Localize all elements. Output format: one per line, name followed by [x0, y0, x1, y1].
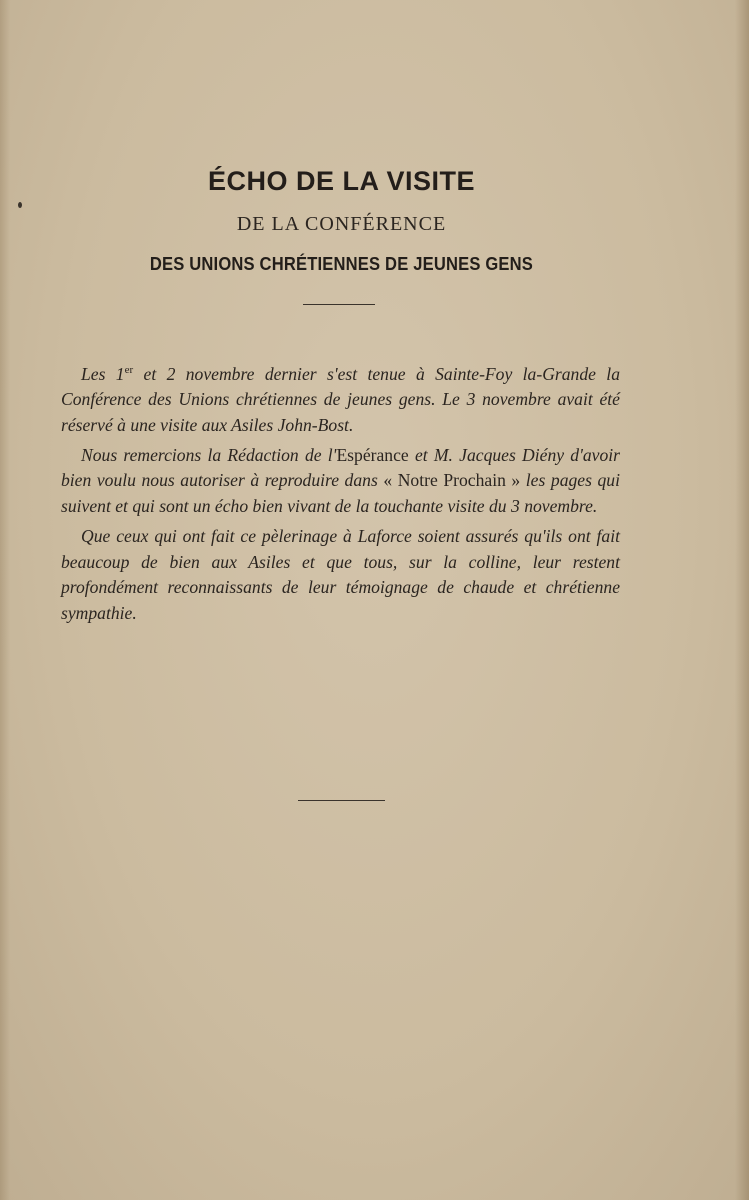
paragraph-3: Que ceux qui ont fait ce pèlerinage à Laforce soient assurés qu'ils ont fait beaucoup de bien aux Asiles et que tous, sur la colline, leur restent profondément reconnaissants de leur témoignage de chaude et chrétienne sympathie.: [61, 526, 620, 623]
paragraph-1-text-b: et 2 novembre dernier s'est tenue à Sainte-Foy la-Grande la Conférence des Unions chrétiennes de jeunes gens. Le 3 novembre avait été réservé à une visite aux Asiles John-Bost.: [61, 363, 620, 435]
divider-bottom: [298, 800, 385, 801]
page-subtitle: DE LA CONFÉRENCE: [236, 213, 447, 235]
page-subtitle-organization: DES UNIONS CHRÉTIENNES DE JEUNES GENS: [149, 254, 534, 274]
publication-name: Espérance: [336, 445, 409, 466]
paragraph-2-text-a: Nous remercions la Rédaction de l': [81, 445, 337, 466]
publication-name-notre-prochain: « Notre Prochain »: [383, 470, 521, 491]
page-title: ÉCHO DE LA VISITE: [207, 166, 476, 196]
paragraph-1: [61, 358, 620, 438]
article-body: [61, 358, 620, 631]
page-edge-shadow-right: [735, 0, 749, 1200]
ink-speck: [18, 202, 22, 208]
paragraph-2-text-c: les pages qui suivent et qui sont un écho bien vivant de la touchante visite du 3 novembre.: [61, 470, 620, 516]
divider-top: [303, 304, 375, 305]
paragraph-2-text-b: et M. Jacques Diény d'avoir bien voulu nous autoriser à reproduire dans: [61, 445, 620, 491]
paragraph-2: [61, 443, 620, 519]
ordinal-superscript: er: [124, 364, 134, 376]
paragraph-1-text-a: Les 1: [81, 363, 125, 384]
